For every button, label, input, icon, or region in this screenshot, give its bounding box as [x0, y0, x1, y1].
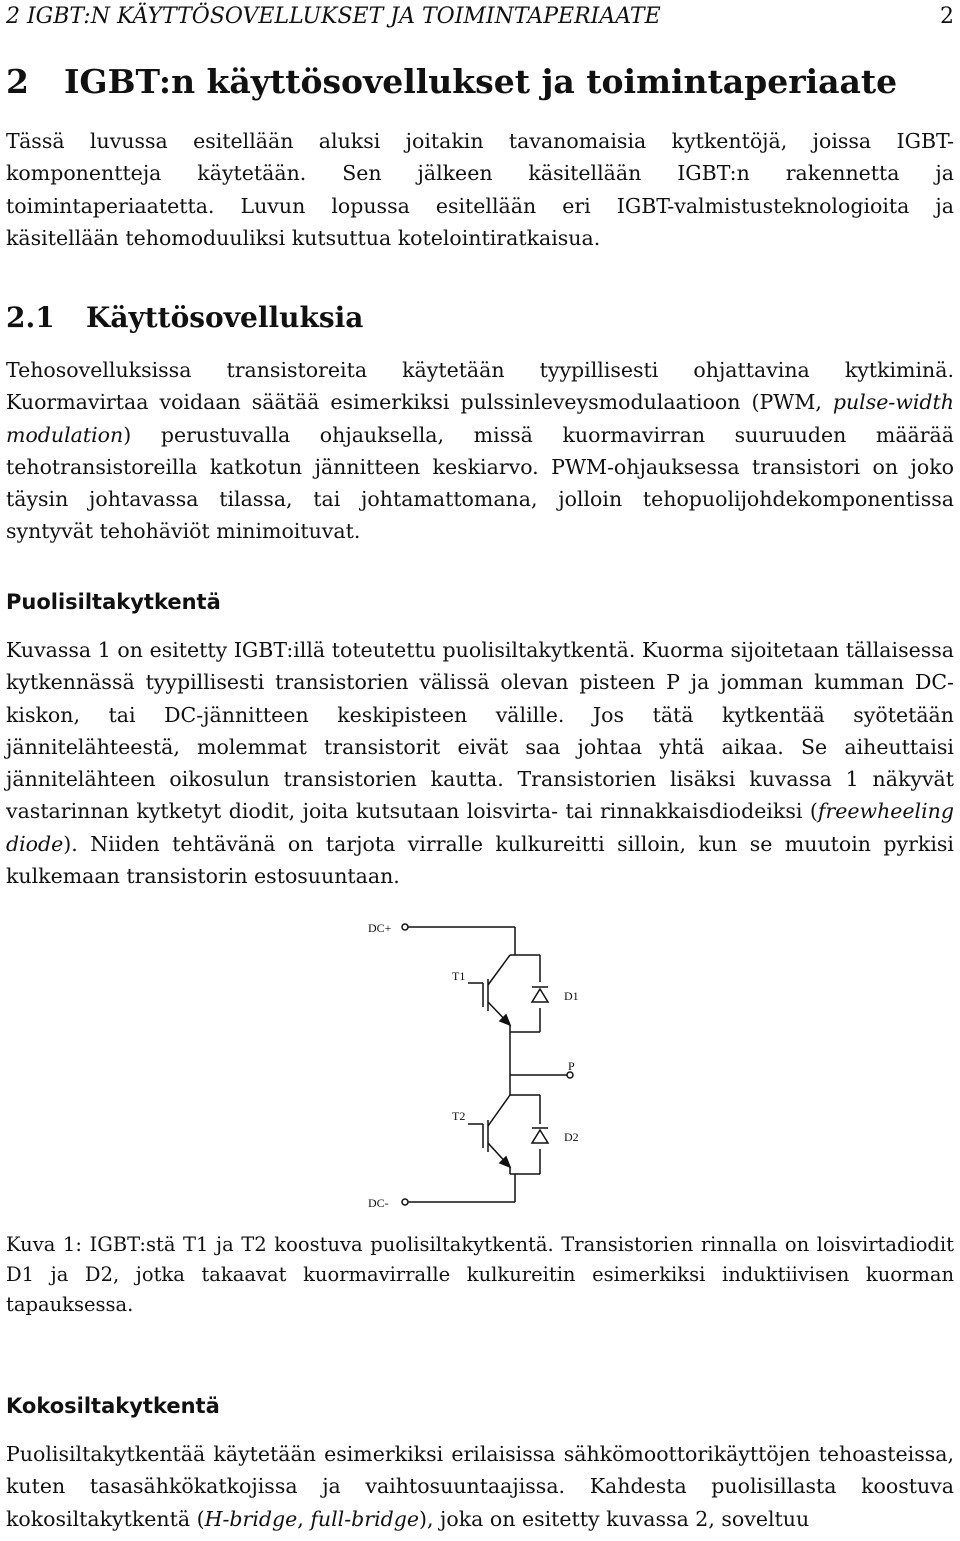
full-bridge-italic-1: H-bridge [204, 1506, 298, 1531]
t1-label: T1 [452, 969, 466, 983]
page-number: 2 [940, 4, 954, 29]
full-bridge-text-2: ), joka on esitetty kuvassa 2, soveltuu [419, 1506, 810, 1531]
d2-label: D2 [564, 1130, 579, 1144]
full-bridge-paragraph [6, 1438, 954, 1535]
d1-label: D1 [564, 989, 579, 1003]
running-title: 2 IGBT:N KÄYTTÖSOVELLUKSET JA TOIMINTAPERIAATE [6, 4, 661, 29]
full-bridge-sep: , [297, 1506, 311, 1531]
dc-minus-label: DC- [368, 1196, 389, 1210]
section-text-1: Tehosovelluksissa transistoreita käytetään tyypillisesti ohjattavina kytkiminä. Kuormavirtaa voidaan säätää esimerkiksi pulssinleveysmodulaatioon (PWM, [6, 358, 954, 415]
chapter-title: IGBT:n käyttösovellukset ja toimintaperiaate [64, 62, 898, 101]
half-bridge-paragraph [6, 634, 954, 892]
full-bridge-heading: Kokosiltakytkentä [6, 1394, 220, 1418]
section-number: 2.1 [6, 301, 55, 334]
t2-label: T2 [452, 1109, 466, 1123]
section-paragraph [6, 354, 954, 548]
p-label: P [568, 1059, 575, 1073]
dc-plus-terminal [402, 924, 408, 930]
t2-igbt-symbol [468, 1095, 510, 1167]
circuit-diagram [340, 905, 640, 1215]
half-bridge-heading: Puolisiltakytkentä [6, 590, 221, 614]
chapter-heading [6, 60, 897, 104]
dc-plus-label: DC+ [368, 921, 392, 935]
full-bridge-text-1: Puolisiltakytkentää käytetään esimerkiksi erilaisissa sähkömoottorikäyttöjen tehoasteissa, kuten tasasähkökatkojissa ja vaihtosuuntaajissa. Kahdesta puolisillasta koostuva kokosiltakytkentä ( [6, 1442, 954, 1531]
chapter-intro-paragraph: Tässä luvussa esitellään aluksi joitakin tavanomaisia kytkentöjä, joissa IGBT-komponentteja käytetään. Sen jälkeen käsitellään IGBT:n rakennetta ja toimintaperiaatetta. Luvun lopussa esitellään eri IGBT-valmistusteknologioita ja käsitellään tehomoduuliksi kutsuttua kotelointiratkaisua. [6, 129, 954, 250]
chapter-number: 2 [6, 62, 29, 101]
half-bridge-text-2: ). Niiden tehtävänä on tarjota virralle kulkureitti silloin, kun se muutoin pyrkisi kulkemaan transistorin estosuuntaan. [6, 831, 954, 889]
d1-diode-symbol [532, 987, 548, 1002]
t1-igbt-symbol [468, 955, 510, 1025]
half-bridge-text-1: Kuvassa 1 on esitetty IGBT:illä toteutettu puolisiltakytkentä. Kuorma sijoitetaan tällaisessa kytkennässä tyypillisesti transistorien välissä olevan pisteen P ja jomman kumman DC-kiskon, tai DC-jännitteen keskipisteen välille. Jos tätä kytkentää syötetään jännitelähteestä, molemmat transistorit eivät saa johtaa yhtä aikaa. Se aiheuttaisi jännitelähteen oikosulun transistorien kautta. Transistorien lisäksi kuvassa 1 näkyvät vastarinnan kytketyt diodit, joita kutsutaan loisvirta- tai rinnakkaisdiodeiksi ( [6, 638, 954, 824]
dc-minus-terminal [402, 1199, 408, 1205]
section-text-2: ) perustuvalla ohjauksella, missä kuormavirran suuruuden määrää tehotransistoreilla katkotun jännitteen keskiarvo. PWM-ohjauksessa transistori on joko täysin johtavassa tilassa, tai johtamattomana, jolloin tehopuolijohdekomponentissa syntyvät tehohäviöt minimoituvat. [6, 422, 954, 544]
section-text-italic: pulse-width modulation [6, 390, 954, 447]
half-bridge-circuit-figure [340, 905, 640, 1215]
figure-caption: Kuva 1: IGBT:stä T1 ja T2 koostuva puolisiltakytkentä. Transistorien rinnalla on loisvirtadiodit D1 ja D2, jotka takaavat kuormavirralle kulkureitin esimerkiksi induktiivisen kuorman tapauksessa. [6, 1233, 954, 1316]
half-bridge-text-italic: freewheeling diode [6, 799, 954, 856]
running-header [6, 2, 954, 32]
section-heading [6, 298, 363, 338]
d2-diode-symbol [532, 1128, 548, 1143]
section-title: Käyttösovelluksia [86, 301, 364, 334]
full-bridge-italic-2: full-bridge [310, 1506, 419, 1531]
